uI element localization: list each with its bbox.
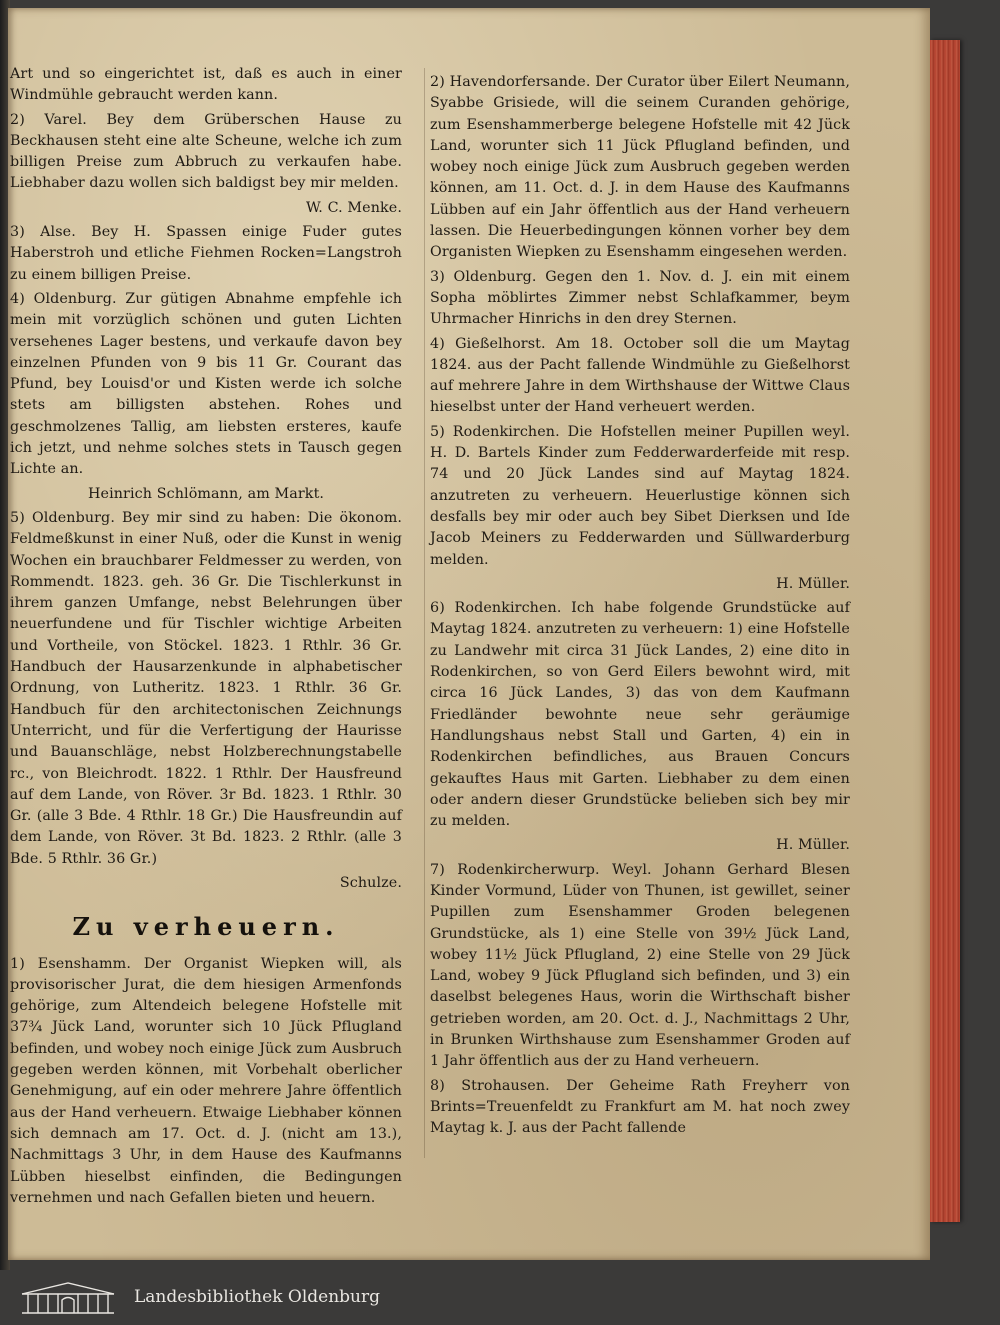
ad-paragraph: 5) Rodenkirchen. Die Hofstellen meiner Pupillen weyl. H. D. Bartels Kinder zum Fedderwarderfeide mit resp. 74 und 20 Jück Landes sind auf Maytag 1824. anzutreten zu verheuern. Heuerlustige können sich desfalls bey mir oder auch bey Sibet Dierksen und Ide Jacob Meiners zu Fedderwarden und Süllwarderburg melden. [430,423,850,568]
ad-paragraph: 2) Havendorfersande. Der Curator über Eilert Neumann, Syabbe Grisiede, will die seinem Curanden gehörige, zum Esenshammerberge belegene Hofstelle mit 42 Jück Land, worunter sich 11 Jück Pflugland befinden, und wobey noch einige Jück zum Ausbruch gegeben werden können, am 11. Oct. d. J. in dem Hause des Kaufmanns Lübben auf ein Jahr öffentlich aus der Hand verheuern lassen. Die Heuerbedingungen können vorher bey dem Organisten Wiepken zu Esenshamm eingesehen werden. [430,74,850,261]
left-column [10,64,402,1212]
ad-paragraph: 2) Varel. Bey dem Grüberschen Hause zu Beckhausen steht eine alte Scheune, welche ich zum billigen Preise zum Abbruch zu verkaufen habe. Liebhaber dazu wollen sich baldigst bey mir melden. [10,111,402,192]
ad-paragraph: 7) Rodenkircherwurp. Weyl. Johann Gerhard Blesen Kinder Vormund, Lüder von Thunen, ist gewillet, seiner Pupillen zum Esenshammer Groden belegenen Grundstücke, als 1) eine Stelle von 39½ Jück Land, wobey 11½ Jück Pflugland, 2) eine Stelle von 29 Jück Land, wobey 9 Jück Pflugland sich befinden, und 3) ein daselbst belegenes Haus, worin die Wirthschaft bisher getrieben worden, am 20. Oct. d. J., Nachmittags 2 Uhr, in Brunken Wirthshause zum Esenshammer Groden auf 1 Jahr öffentlich aus der zu Hand verheuern. [430,861,850,1070]
section-heading: Zu verheuern. [72,912,340,942]
ad-paragraph: 5) Oldenburg. Bey mir sind zu haben: Die ökonom. Feldmeßkunst in einer Nuß, oder die Kunst in wenig Wochen ein brauchbarer Feldmesser zu werden, von Rommendt. 1823. geh. 36 Gr. Die Tischlerkunst in ihrem ganzen Umfange, nebst Belehrungen über neuerfundene und für Tischler wichtige Arbeiten und Vortheile, von Stöckel. 1823. 1 Rthlr. 36 Gr. Handbuch der Hausarzenkunde in alphabetischer Ordnung, von Lutheritz. 1823. 1 Rthlr. 36 Gr. Handbuch für den architectonischen Zeichnungs Unterricht, und für die Verfertigung der Haurisse und Bauanschläge, nebst Holzberechnungstabelle rc., von Bleichrodt. 1822. 1 Rthlr. Der Hausfreund auf dem Lande, von Röver. 3r Bd. 1823. 1 Rthlr. 30 Gr. (alle 3 Bde. 4 Rthlr. 18 Gr.) Die Hausfreundin auf dem Lande, von Röver. 3t Bd. 1823. 2 Rthlr. (alle 3 Bde. 5 Rthlr. 36 Gr.) [10,509,402,867]
ad-paragraph: 3) Alse. Bey H. Spassen einige Fuder gutes Haberstroh und etliche Fiehmen Rocken=Langstroh zu einem billigen Preise. [10,224,402,283]
page-edges [930,40,960,1222]
ad-paragraph: Art und so eingerichtet ist, daß es auch in einer Windmühle gebraucht werden kann. [10,66,402,104]
ad-signature: H. Müller. [776,837,850,854]
library-name[interactable]: Landesbibliothek Oldenburg [134,1287,381,1307]
footer-bar [0,1270,1000,1325]
library-building-icon [18,1280,118,1316]
ad-signature: H. Müller. [776,575,850,592]
right-column [430,72,850,1143]
ad-paragraph: 8) Strohausen. Der Geheime Rath Freyherr von Brints=Treuenfeldt zu Frankfurt am M. hat noch zwey Maytag k. J. aus der Pacht fallende [430,1077,850,1137]
ad-paragraph: 6) Rodenkirchen. Ich habe folgende Grundstücke auf Maytag 1824. anzutreten zu verheuern: 1) eine Hofstelle zu Landwehr mit circa 31 Jück Landes, 2) eine dito in Rodenkirchen, so von Gerd Eilers bewohnt wird, mit circa 16 Jück Landes, 3) das von dem Kaufmann Friedländer bewohnte neue sehr geräumige Handlungshaus nebst Stall und Garten, 4) ein in Rodenkirchen befindliches, aus Brauen Concurs gekauftes Haus mit Garten. Liebhaber zu dem einen oder andern dieser Grundstücke belieben sich bey mir zu melden. [430,600,850,830]
ad-paragraph: 1) Esenshamm. Der Organist Wiepken will, als provisorischer Jurat, die dem hiesigen Armenfonds gehörige, zum Altendeich belegene Hofstelle mit 37¾ Jück Land, worunter sich 10 Jück Pflugland befinden, und wobey noch einige Jück zum Ausbruch gegeben werden können, mit Vorbehalt oberlicher Genehmigung, auf ein oder mehrere Jahre öffentlich aus der Hand verheuern. Etwaige Liebhaber können sich demnach am 17. Oct. d. J. (nicht am 13.), Nachmittags 3 Uhr, in dem Hause des Kaufmanns Lübben hieselbst einfinden, die Bedingungen vernehmen und nach Gefallen bieten und heuern. [10,955,402,1206]
ad-signature: W. C. Menke. [306,199,402,216]
ad-paragraph: 4) Gießelhorst. Am 18. October soll die um Maytag 1824. aus der Pacht fallende Windmühle zu Gießelhorst auf mehrere Jahre in dem Wirthshause der Wittwe Claus hieselbst unter der Hand verheuert werden. [430,335,850,416]
ad-signature: Schulze. [339,874,402,891]
ad-paragraph: 4) Oldenburg. Zur gütigen Abnahme empfehle ich mein mit vorzüglich schönen und guten Lichten versehenes Lager bestens, und verkaufe davon bey einzelnen Pfunden von 9 bis 11 Gr. Courant das Pfund, bey Louisd'or und Kisten werde ich solche stets am billigsten abstehen. Rohes und geschmolzenes Tallig, am liebsten ersteres, kaufe ich jetzt, und nehme solches stets in Tausch gegen Lichte an. [10,290,402,478]
column-divider [424,68,425,1158]
ad-signature: Heinrich Schlömann, am Markt. [87,485,325,502]
ad-paragraph: 3) Oldenburg. Gegen den 1. Nov. d. J. ein mit einem Sopha möblirtes Zimmer nebst Schlafkammer, beym Uhrmacher Hinrichs in den drey Sternen. [430,268,850,328]
